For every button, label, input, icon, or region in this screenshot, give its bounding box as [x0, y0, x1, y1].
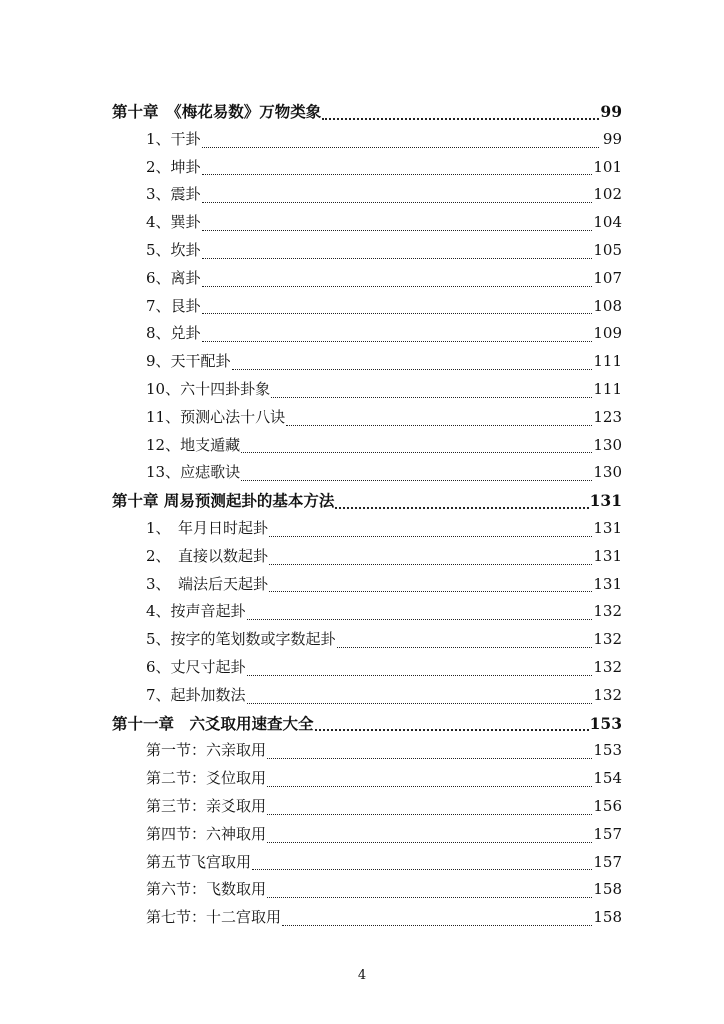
toc-page-number: 130 [593, 463, 622, 482]
dot-leader [202, 258, 593, 259]
dot-leader [315, 729, 589, 731]
toc-label: 13、应痣歌诀 [146, 463, 241, 482]
dot-leader [322, 118, 599, 120]
toc-label: 第十章 周易预测起卦的基本方法 [112, 491, 335, 511]
toc-entry-row[interactable] [112, 904, 622, 932]
toc-entry-row[interactable] [112, 654, 622, 682]
toc-label: 第四节：六神取用 [146, 824, 267, 843]
toc-entry-row[interactable] [112, 376, 622, 404]
toc-page-number: 158 [593, 908, 622, 927]
toc-page-number: 111 [593, 379, 622, 398]
toc-page-number: 99 [602, 129, 622, 148]
dot-leader [335, 507, 588, 509]
dot-leader [271, 397, 592, 398]
dot-leader [267, 842, 592, 843]
dot-leader [202, 230, 593, 231]
toc-label: 12、地支遁藏 [146, 435, 241, 454]
dot-leader [286, 425, 592, 426]
toc-page-number: 132 [593, 602, 622, 621]
toc-entry-row[interactable] [112, 543, 622, 571]
toc-entry-row[interactable] [112, 682, 622, 710]
toc-label: 第二节：爻位取用 [146, 769, 267, 788]
toc-label: 5、按字的笔划数或字数起卦 [146, 630, 336, 649]
toc-chapter-row[interactable] [112, 98, 622, 126]
dot-leader [267, 897, 592, 898]
toc-entry-row[interactable] [112, 459, 622, 487]
toc-label: 第十一章 六爻取用速查大全 [112, 713, 314, 733]
dot-leader [269, 536, 592, 537]
toc-page-number: 154 [593, 769, 622, 788]
dot-leader [241, 452, 592, 453]
dot-leader [267, 786, 592, 787]
toc-page-number: 131 [589, 491, 622, 511]
toc-entry-row[interactable] [112, 737, 622, 765]
toc-label: 8、兑卦 [146, 324, 201, 343]
toc-label: 第五节飞宫取用 [146, 852, 252, 871]
toc-page-number: 101 [593, 157, 622, 176]
dot-leader [247, 675, 593, 676]
toc-page-number: 153 [593, 741, 622, 760]
toc-entry-row[interactable] [112, 765, 622, 793]
toc-page-number: 131 [593, 574, 622, 593]
dot-leader [269, 564, 592, 565]
toc-page-number: 102 [593, 185, 622, 204]
toc-label: 11、预测心法十八诀 [146, 407, 286, 426]
toc-entry-row[interactable] [112, 571, 622, 599]
toc-page-number: 156 [593, 796, 622, 815]
toc-entry-row[interactable] [112, 265, 622, 293]
toc-entry-row[interactable] [112, 821, 622, 849]
toc-entry-row[interactable] [112, 181, 622, 209]
toc-label: 3、震卦 [146, 185, 201, 204]
toc-label: 4、巽卦 [146, 213, 201, 232]
toc-entry-row[interactable] [112, 237, 622, 265]
toc-label: 1、干卦 [146, 129, 201, 148]
toc-page-number: 111 [593, 352, 622, 371]
toc-label: 5、坎卦 [146, 240, 201, 259]
toc-label: 第十章 《梅花易数》万物类象 [112, 102, 322, 121]
toc-entry-row[interactable] [112, 793, 622, 821]
dot-leader [202, 147, 599, 148]
toc-page-number: 108 [593, 296, 622, 315]
dot-leader [202, 174, 593, 175]
toc-label: 2、坤卦 [146, 157, 201, 176]
toc-entry-row[interactable] [112, 320, 622, 348]
toc-page-number: 132 [593, 685, 622, 704]
dot-leader [267, 758, 592, 759]
toc-label: 3、 端法后天起卦 [146, 574, 269, 593]
dot-leader [247, 619, 593, 620]
toc-page-number: 109 [593, 324, 622, 343]
toc-entry-row[interactable] [112, 598, 622, 626]
dot-leader [247, 703, 593, 704]
toc-page-number: 131 [593, 518, 622, 537]
dot-leader [202, 313, 593, 314]
toc-label: 第七节：十二宫取用 [146, 908, 282, 927]
toc-entry-row[interactable] [112, 209, 622, 237]
dot-leader [202, 341, 593, 342]
toc-entry-row[interactable] [112, 154, 622, 182]
dot-leader [267, 814, 592, 815]
toc-label: 2、 直接以数起卦 [146, 546, 269, 565]
toc-entry-row[interactable] [112, 432, 622, 460]
toc-entry-row[interactable] [112, 348, 622, 376]
toc-entry-row[interactable] [112, 126, 622, 154]
dot-leader [252, 869, 592, 870]
toc-page-number: 130 [593, 435, 622, 454]
toc-label: 7、艮卦 [146, 296, 201, 315]
toc-label: 6、离卦 [146, 268, 201, 287]
toc-label: 第六节：飞数取用 [146, 880, 267, 899]
dot-leader [282, 925, 592, 926]
toc-entry-row[interactable] [112, 626, 622, 654]
toc-label: 第一节：六亲取用 [146, 741, 267, 760]
toc-entry-row[interactable] [112, 515, 622, 543]
toc-label: 9、天干配卦 [146, 352, 231, 371]
toc-entry-row[interactable] [112, 876, 622, 904]
toc-page-number: 105 [593, 240, 622, 259]
toc-label: 6、丈尺寸起卦 [146, 657, 246, 676]
toc-page-number: 104 [593, 213, 622, 232]
toc-page-number: 99 [600, 102, 622, 121]
toc-page-number: 153 [589, 713, 622, 733]
toc-page-number: 123 [593, 407, 622, 426]
toc-label: 第三节：亲爻取用 [146, 796, 267, 815]
toc-label: 1、 年月日时起卦 [146, 518, 269, 537]
toc-page-number: 157 [593, 852, 622, 871]
toc-label: 4、按声音起卦 [146, 602, 246, 621]
toc-page-number: 131 [593, 546, 622, 565]
dot-leader [202, 202, 593, 203]
dot-leader [232, 369, 593, 370]
toc-page-number: 158 [593, 880, 622, 899]
dot-leader [202, 286, 593, 287]
dot-leader [241, 480, 592, 481]
table-of-contents [112, 98, 622, 932]
toc-page-number: 107 [593, 268, 622, 287]
page-number: 4 [357, 968, 367, 983]
toc-label: 10、六十四卦卦象 [146, 379, 271, 398]
toc-entry-row[interactable] [112, 293, 622, 321]
toc-chapter-row[interactable] [112, 487, 622, 515]
toc-label: 7、起卦加数法 [146, 685, 246, 704]
dot-leader [337, 647, 593, 648]
toc-page-number: 157 [593, 824, 622, 843]
toc-entry-row[interactable] [112, 404, 622, 432]
toc-chapter-row[interactable] [112, 710, 622, 738]
toc-page-number: 132 [593, 657, 622, 676]
dot-leader [269, 591, 592, 592]
toc-page-number: 132 [593, 630, 622, 649]
toc-entry-row[interactable] [112, 849, 622, 877]
